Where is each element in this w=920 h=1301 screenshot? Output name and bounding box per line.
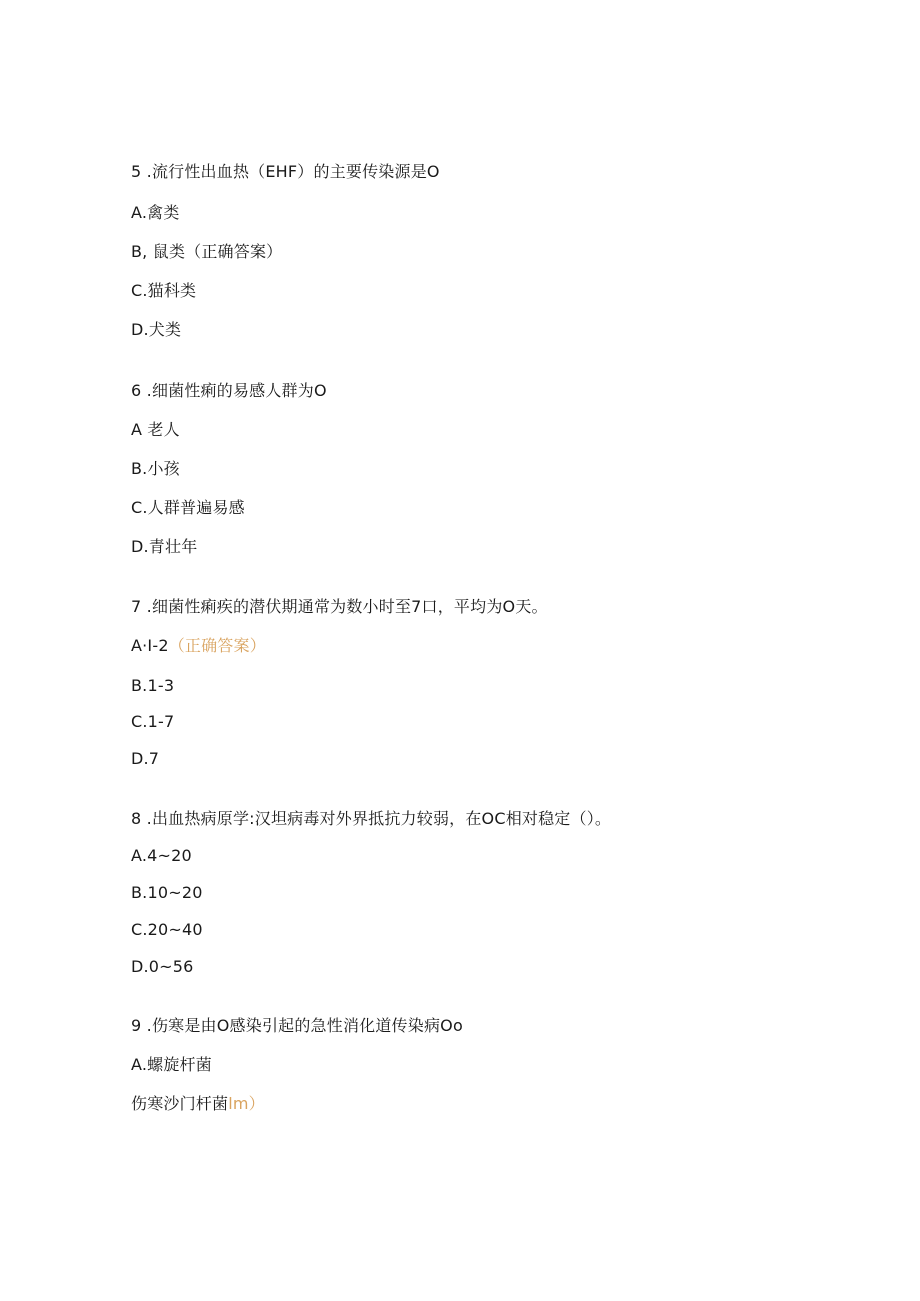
option-c: C.猫科类	[131, 281, 197, 300]
question-stem: 8 .出血热病原学:汉坦病毒对外界抵抗力较弱，在OC相对稳定（）。	[131, 809, 612, 828]
option-b	[131, 1094, 265, 1114]
option-d: D.青壮年	[131, 537, 198, 556]
option-d: D.犬类	[131, 320, 182, 339]
correct-answer-note: （正确答案）	[168, 636, 266, 655]
option-b: B, 鼠类（正确答案）	[131, 242, 283, 261]
option-d: D.7	[131, 749, 160, 768]
option-b-label: 伤寒沙门杆菌	[131, 1094, 229, 1113]
correct-answer-note: lm）	[228, 1094, 265, 1113]
option-a: A 老人	[131, 420, 180, 439]
option-d: D.0~56	[131, 957, 194, 976]
question-stem: 6 .细菌性痢的易感人群为O	[131, 381, 327, 400]
option-a: A.4~20	[131, 846, 192, 865]
option-b: B.小孩	[131, 459, 180, 478]
option-a: A.螺旋杆菌	[131, 1055, 212, 1074]
option-b: B.10~20	[131, 883, 203, 902]
option-b: B.1-3	[131, 676, 175, 695]
option-a: A.禽类	[131, 203, 180, 222]
question-stem: 7 .细菌性痢疾的潜伏期通常为数小时至7口，平均为O天。	[131, 597, 548, 616]
option-c: C.20~40	[131, 920, 203, 939]
question-stem: 9 .伤寒是由O感染引起的急性消化道传染病Oo	[131, 1016, 463, 1035]
option-c: C.1-7	[131, 712, 175, 731]
option-a-label: A·I-2	[131, 636, 169, 655]
question-stem: 5 .流行性出血热（EHF）的主要传染源是O	[131, 162, 440, 181]
option-c: C.人群普遍易感	[131, 498, 245, 517]
option-a	[131, 636, 266, 656]
